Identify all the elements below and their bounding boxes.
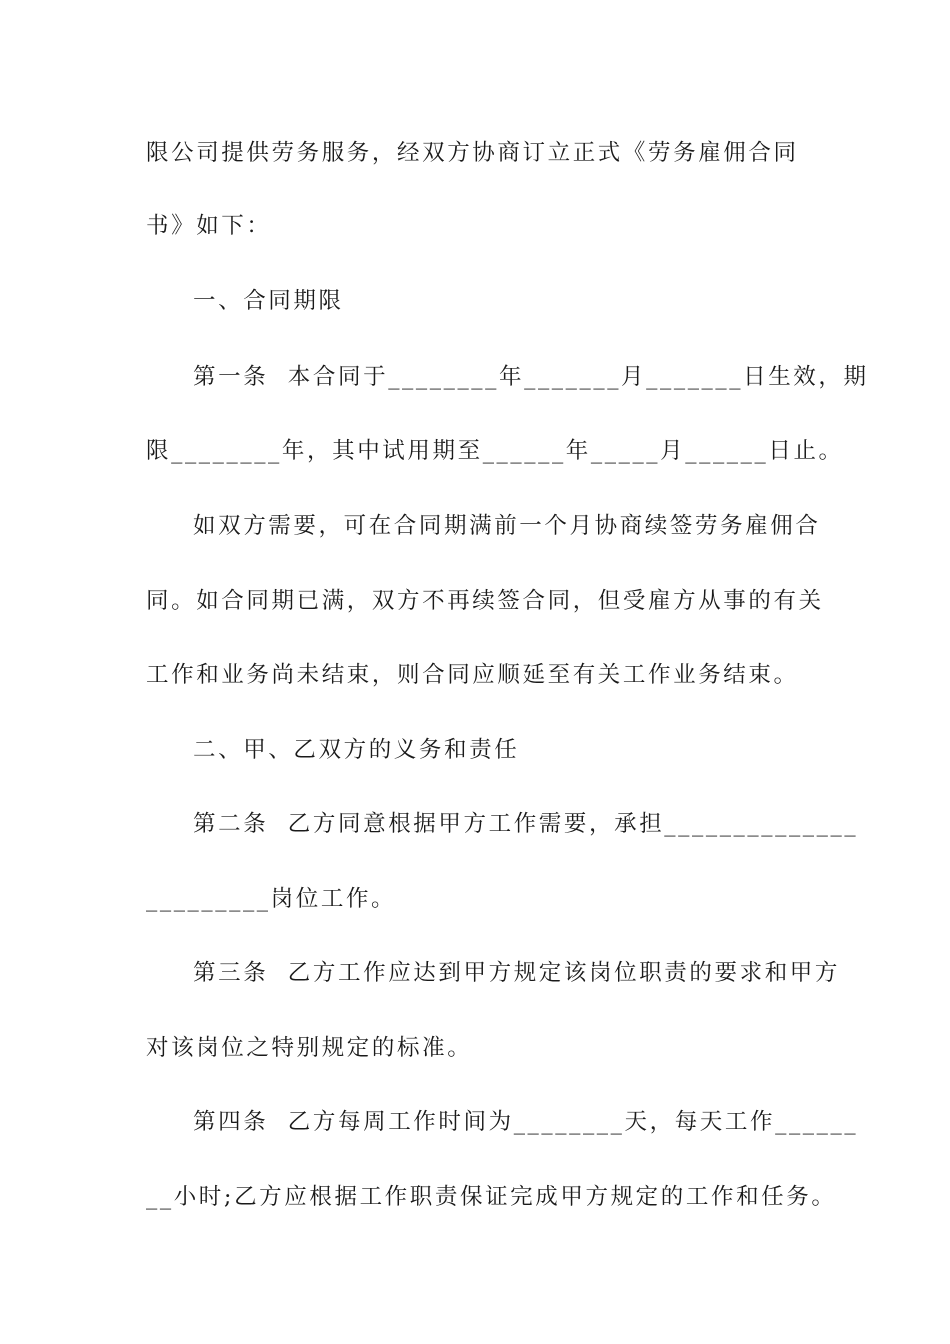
paragraph-line: __小时;乙方应根据工作职责保证完成甲方规定的工作和任务。 — [146, 1184, 837, 1210]
article-line: 第四条 乙方每周工作时间为________天，每天工作______ — [193, 1109, 859, 1135]
paragraph-line: _________岗位工作。 — [146, 886, 397, 912]
article-line: 第一条 本合同于________年_______月_______日生效，期 — [193, 364, 869, 390]
article-line: 第三条 乙方工作应达到甲方规定该岗位职责的要求和甲方 — [193, 960, 841, 986]
section-heading: 二、甲、乙双方的义务和责任 — [193, 737, 520, 763]
paragraph-line: 同。如合同期已满，双方不再续签合同，但受雇方从事的有关 — [146, 588, 824, 614]
article-line: 第二条 乙方同意根据甲方工作需要，承担______________ — [193, 811, 859, 837]
section-heading: 一、合同期限 — [193, 288, 344, 314]
paragraph-line: 书》如下： — [146, 213, 272, 239]
paragraph-line: 对该岗位之特别规定的标准。 — [146, 1035, 473, 1061]
paragraph-line: 限________年，其中试用期至______年_____月______日止。 — [146, 438, 844, 464]
paragraph-line: 工作和业务尚未结束，则合同应顺延至有关工作业务结束。 — [146, 662, 799, 688]
paragraph-line: 限公司提供劳务服务，经双方协商订立正式《劳务雇佣合同 — [146, 140, 799, 166]
paragraph-line: 如双方需要，可在合同期满前一个月协商续签劳务雇佣合 — [193, 513, 821, 539]
